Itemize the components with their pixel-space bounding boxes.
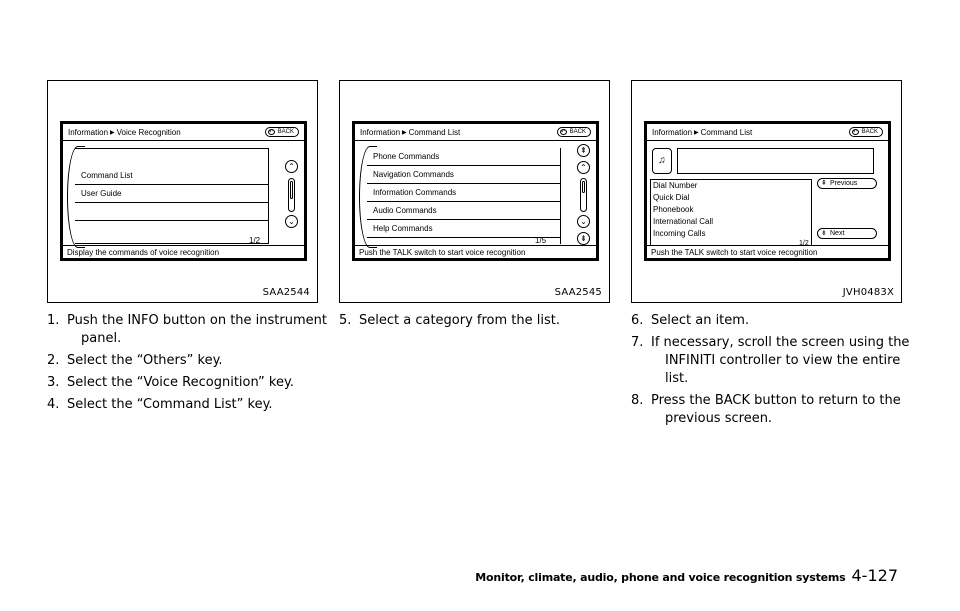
next-button[interactable]: [817, 228, 877, 239]
page-down-icon: ⇟: [821, 230, 827, 237]
breadcrumb-separator-icon: ▶: [402, 130, 407, 136]
page-number: 4-127: [851, 566, 898, 585]
step-text: Select an item.: [651, 313, 750, 328]
previous-button[interactable]: [817, 178, 877, 189]
scroll-up-icon[interactable]: ⌃: [285, 160, 298, 173]
page-indicator: 1/2: [799, 240, 809, 247]
page-indicator: 1/2: [249, 236, 261, 245]
breadcrumb-separator-icon: ▶: [110, 130, 115, 136]
back-icon: ↶: [269, 129, 274, 135]
screen-status-text: Push the TALK switch to start voice recognition: [647, 245, 888, 258]
back-icon: ↶: [561, 129, 566, 135]
step-6: [631, 312, 916, 330]
screen-status-text: Display the commands of voice recognition: [63, 245, 304, 258]
instructions-column-1: [47, 312, 332, 418]
list-item[interactable]: [75, 203, 268, 221]
list-item[interactable]: Information Commands: [367, 184, 560, 202]
screen-command-list: [352, 121, 599, 261]
page-footer: [475, 566, 898, 585]
list-item[interactable]: Audio Commands: [367, 202, 560, 220]
step-text: Select the “Others” key.: [67, 353, 223, 368]
page-down-icon[interactable]: ⇟: [577, 232, 590, 245]
step-text: If necessary, scroll the screen using the: [651, 335, 910, 350]
category-list-panel: [367, 148, 561, 244]
list-item[interactable]: International Call: [653, 217, 714, 226]
scroll-down-icon[interactable]: ⌄: [577, 215, 590, 228]
breadcrumb-current: Command List: [408, 128, 461, 137]
scroll-up-icon[interactable]: ⌃: [577, 161, 590, 174]
list-item[interactable]: Incoming Calls: [653, 229, 706, 238]
breadcrumb-root: Information: [68, 128, 109, 137]
step-1: [47, 312, 332, 348]
list-item[interactable]: Navigation Commands: [367, 166, 560, 184]
step-number: 1.: [47, 313, 60, 328]
list-item[interactable]: Help Commands: [367, 220, 560, 238]
scroll-down-icon[interactable]: ⌄: [285, 215, 298, 228]
step-number: 8.: [631, 393, 644, 408]
step-5: [339, 312, 624, 330]
back-button[interactable]: [849, 127, 883, 137]
screen-status-text: Push the TALK switch to start voice recognition: [355, 245, 596, 258]
breadcrumb-separator-icon: ▶: [694, 130, 699, 136]
step-2: [47, 352, 332, 370]
step-text: Select the “Command List” key.: [67, 397, 273, 412]
screen-command-items: [644, 121, 891, 261]
instructions-column-3: [631, 312, 916, 432]
page-up-icon: ⇞: [821, 180, 827, 187]
breadcrumb-current: Command List: [700, 128, 753, 137]
back-label: BACK: [277, 129, 294, 135]
step-text: Select a category from the list.: [359, 313, 560, 328]
command-item-list: [650, 179, 812, 246]
screen-voice-recognition: [60, 121, 307, 261]
step-text-continued: panel.: [81, 331, 122, 346]
figure-code: SAA2544: [262, 287, 310, 298]
figure-code: JVH0483X: [842, 287, 894, 298]
step-number: 5.: [339, 313, 352, 328]
step-text-continued: INFINITI controller to view the entire list.: [665, 353, 901, 386]
step-7: [631, 334, 916, 388]
back-icon: ↶: [853, 129, 858, 135]
step-number: 4.: [47, 397, 60, 412]
step-number: 2.: [47, 353, 60, 368]
page-up-icon[interactable]: ⇞: [577, 144, 590, 157]
command-list-panel: [75, 148, 269, 244]
scroll-thumb[interactable]: [582, 181, 585, 193]
step-4: [47, 396, 332, 414]
step-number: 3.: [47, 375, 60, 390]
breadcrumb-root: Information: [360, 128, 401, 137]
step-text: Press the BACK button to return to the: [651, 393, 901, 408]
step-3: [47, 374, 332, 392]
figure-command-list: [339, 80, 610, 303]
list-item[interactable]: Phonebook: [653, 205, 694, 214]
step-number: 7.: [631, 335, 644, 350]
list-item[interactable]: User Guide: [75, 185, 268, 203]
back-label: BACK: [861, 129, 878, 135]
back-label: BACK: [569, 129, 586, 135]
voice-icon: ♫: [652, 148, 672, 174]
figure-code: SAA2545: [554, 287, 602, 298]
next-label: Next: [830, 230, 845, 237]
list-item[interactable]: Phone Commands: [367, 148, 560, 166]
figure-command-items: [631, 80, 902, 303]
step-number: 6.: [631, 313, 644, 328]
breadcrumb-root: Information: [652, 128, 693, 137]
step-text-continued: previous screen.: [665, 411, 773, 426]
page-indicator: 1/5: [535, 236, 547, 245]
previous-label: Previous: [830, 180, 858, 187]
step-text: Push the INFO button on the instrument: [67, 313, 327, 328]
scrollbar[interactable]: [288, 178, 295, 212]
section-title: Monitor, climate, audio, phone and voice recognition systems: [475, 571, 846, 584]
back-button[interactable]: [265, 127, 299, 137]
breadcrumb-current: Voice Recognition: [116, 128, 181, 137]
command-display-box: [677, 148, 874, 174]
figure-voice-recognition: [47, 80, 318, 303]
list-item[interactable]: Quick Dial: [653, 193, 690, 202]
list-item[interactable]: Dial Number: [653, 181, 698, 190]
instructions-column-2: [339, 312, 624, 334]
list-item[interactable]: [75, 221, 268, 239]
back-button[interactable]: [557, 127, 591, 137]
list-item[interactable]: Command List: [75, 167, 268, 185]
step-text: Select the “Voice Recognition” key.: [67, 375, 294, 390]
scrollbar[interactable]: [580, 178, 587, 212]
scroll-thumb[interactable]: [290, 181, 293, 199]
step-8: [631, 392, 916, 428]
